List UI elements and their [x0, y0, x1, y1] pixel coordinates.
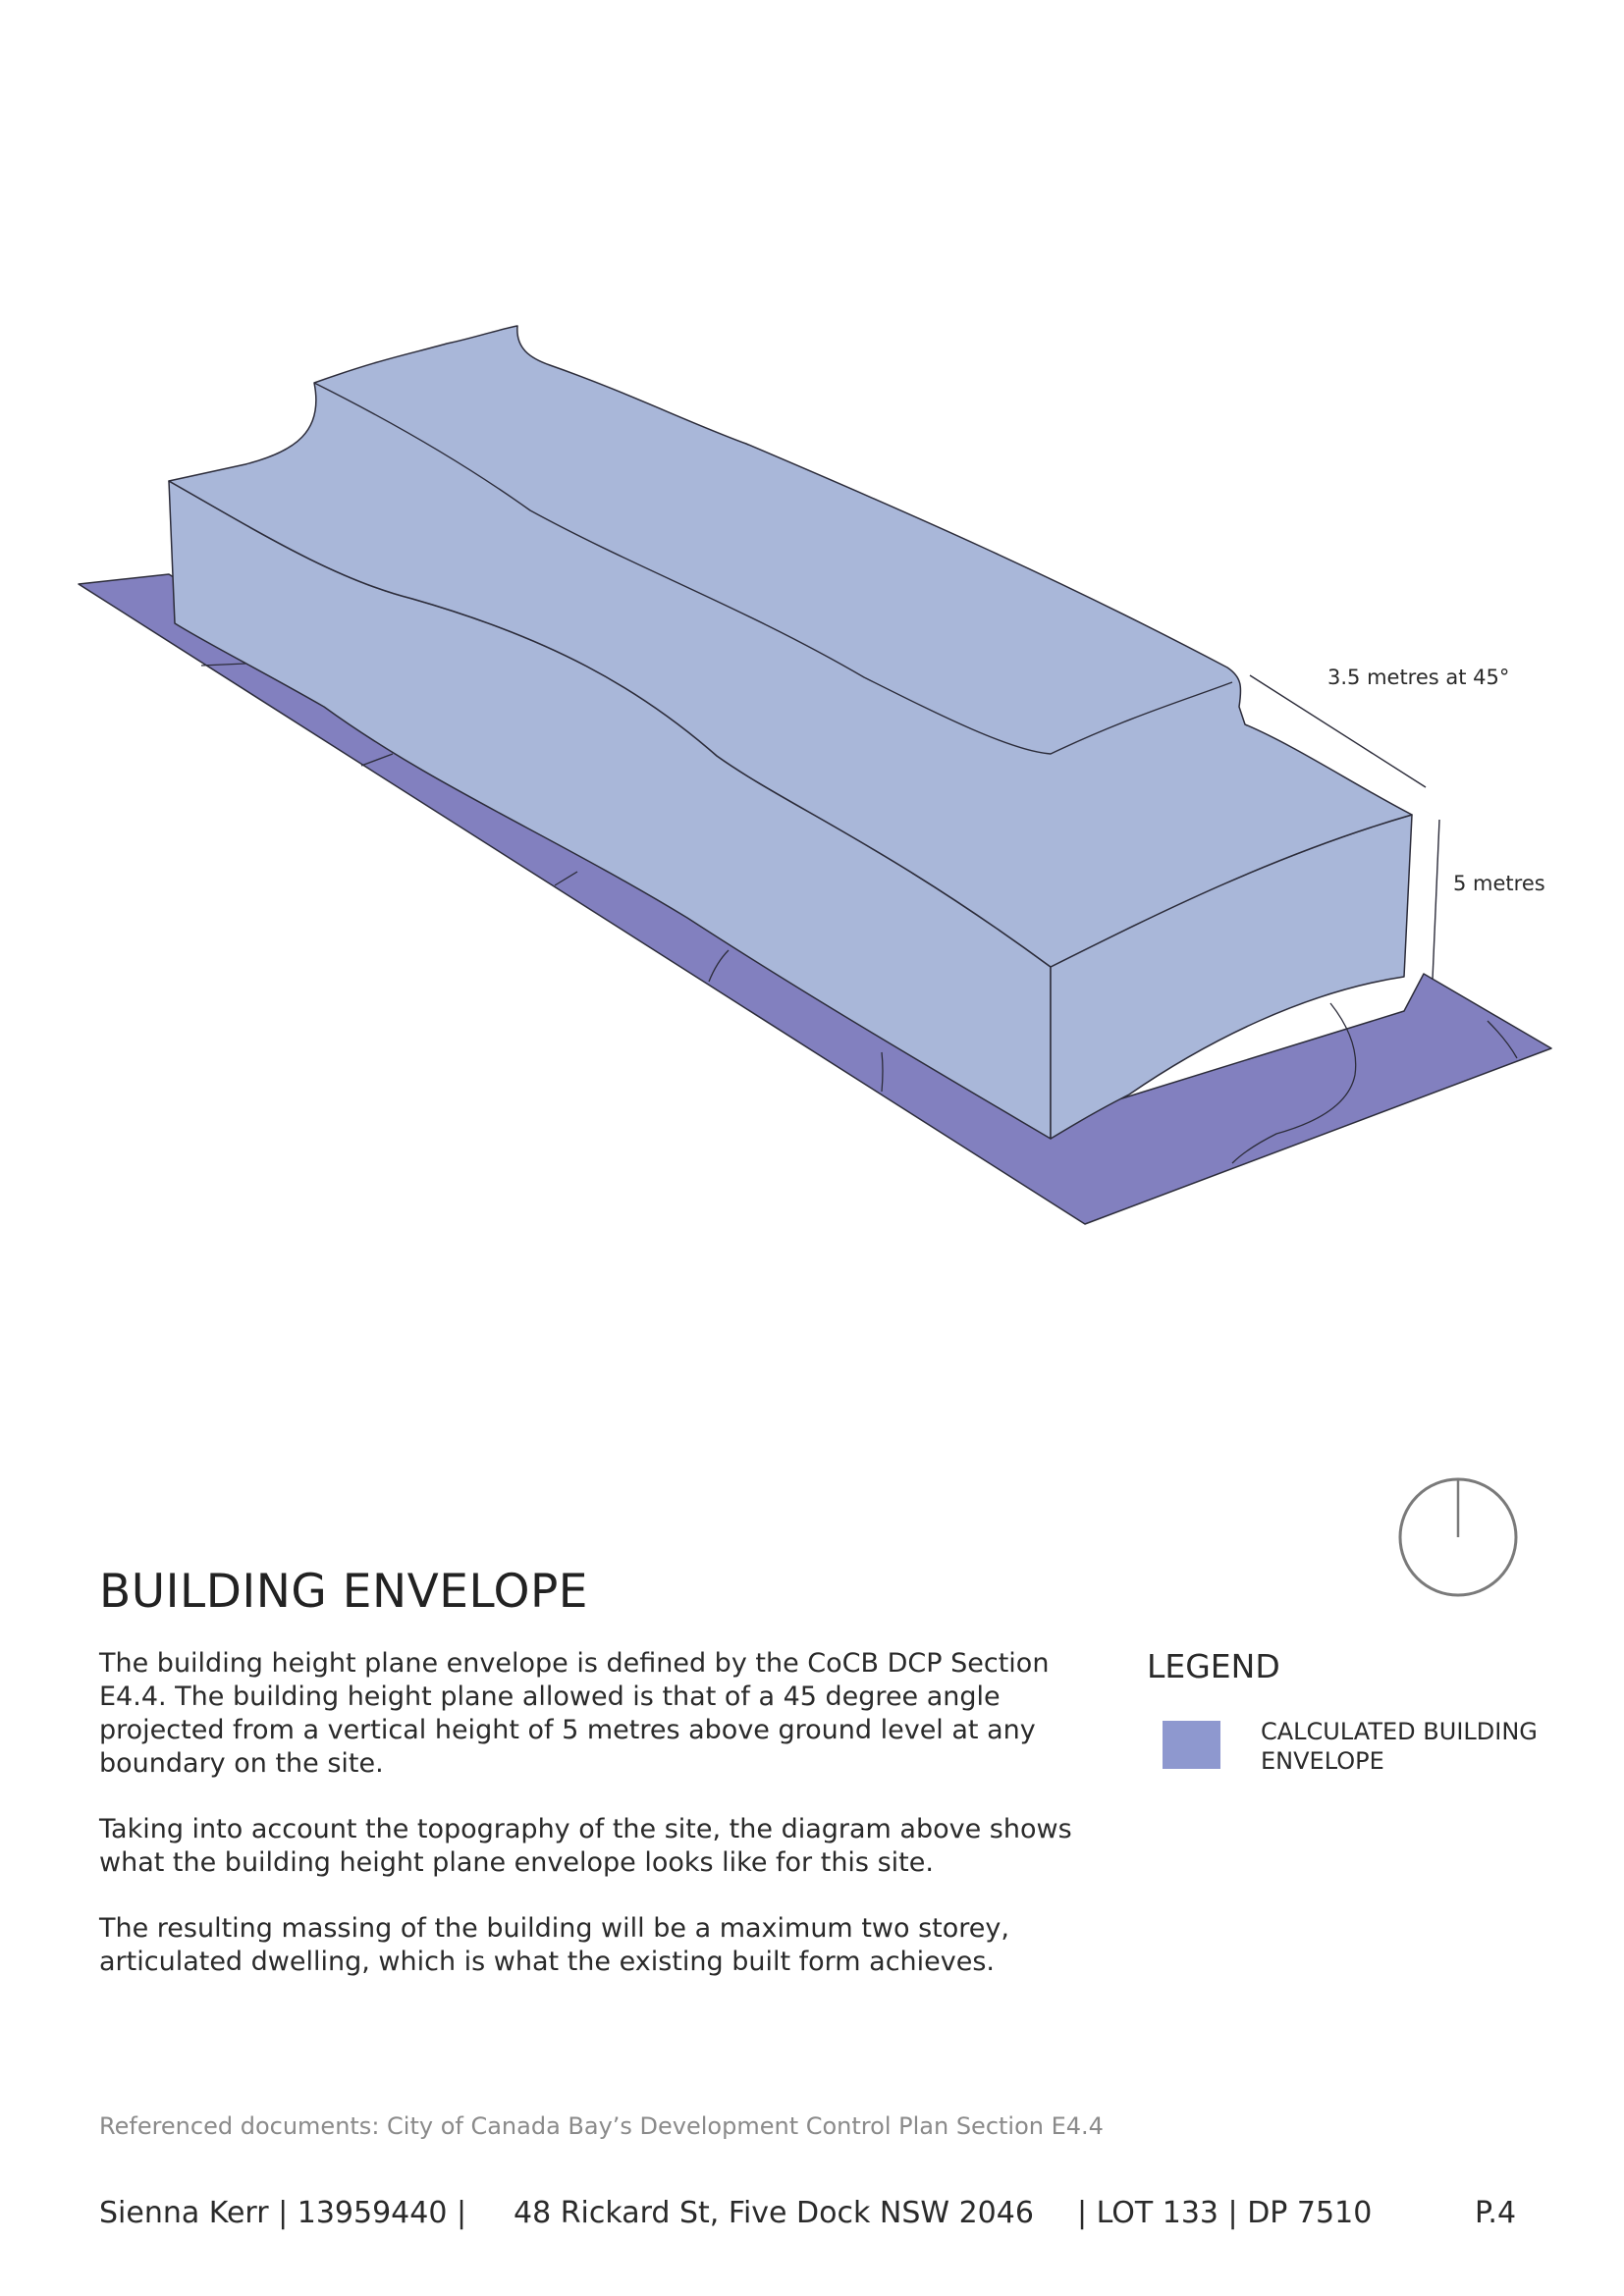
page-number: P.4 [1475, 2196, 1517, 2230]
legend-label: CALCULATED BUILDING ENVELOPE [1261, 1718, 1538, 1775]
north-arrow-icon [1396, 1475, 1520, 1599]
description [99, 1647, 1110, 2011]
height-dimension-line [1433, 820, 1439, 980]
referenced-documents: Referenced documents: City of Canada Bay’s Development Control Plan Section E4.4 [99, 2112, 1104, 2140]
description-paragraph: The building height plane envelope is defined by the CoCB DCP Section E4.4. The building height plane allowed is that of a 45 degree angle projected from a vertical height of 5 metres above ground level at any boundary on the site. [99, 1648, 1050, 1779]
height-label: 5 metres [1453, 872, 1545, 895]
legend [1147, 1647, 1579, 1784]
footer-lot: | LOT 133 | DP 7510 [1077, 2196, 1373, 2230]
page-title: BUILDING ENVELOPE [99, 1565, 589, 1619]
footer-author: Sienna Kerr | 13959440 | [99, 2196, 467, 2230]
legend-title: LEGEND [1147, 1647, 1280, 1685]
setback-label: 3.5 metres at 45° [1327, 666, 1510, 689]
description-paragraph: The resulting massing of the building will be a maximum two storey, articulated dwelling, which is what the existing built form achieves. [99, 1913, 1009, 1977]
description-paragraph: Taking into account the topography of the site, the diagram above shows what the building height plane envelope looks like for this site. [99, 1814, 1072, 1878]
legend-swatch [1163, 1721, 1220, 1769]
legend-item [1147, 1715, 1579, 1784]
footer-address: 48 Rickard St, Five Dock NSW 2046 [514, 2196, 1034, 2230]
